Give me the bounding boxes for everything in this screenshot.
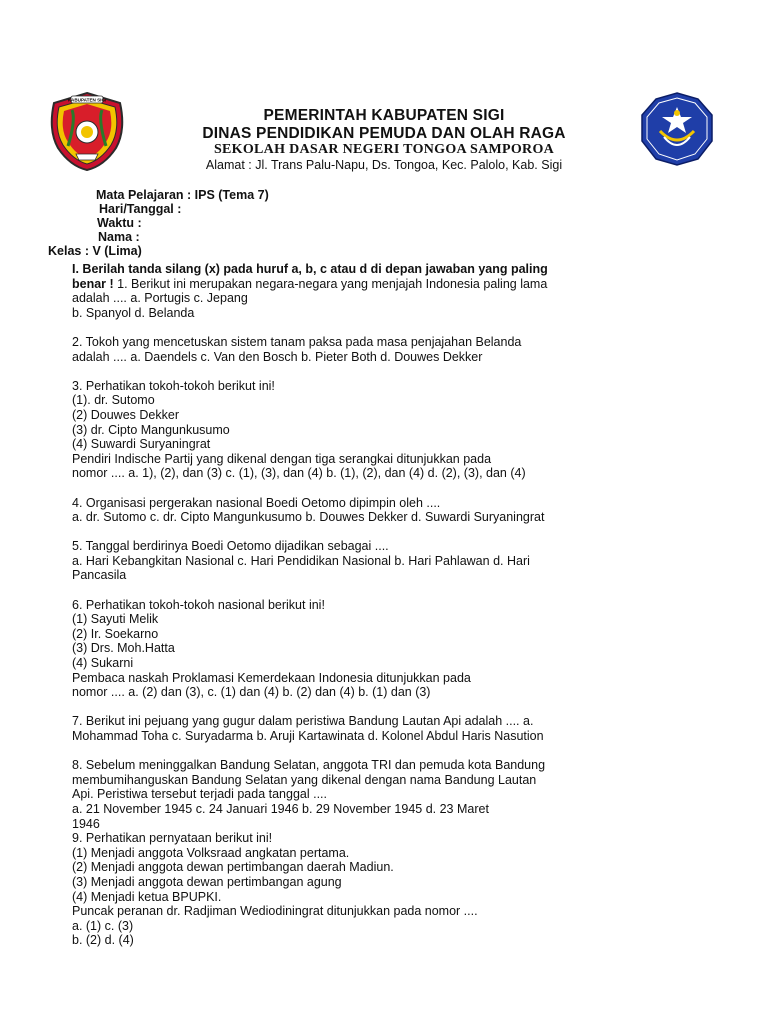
question-9-options: b. (2) d. (4): [72, 933, 134, 948]
question-6-item: (4) Sukarni: [72, 656, 134, 671]
header-address: Alamat : Jl. Trans Palu-Napu, Ds. Tongoa, Kec. Palolo, Kab. Sigi: [205, 158, 563, 172]
question-6-options: nomor .... a. (2) dan (3), c. (1) dan (4) b. (2) dan (4) b. (1) dan (3): [72, 685, 431, 700]
question-5-options: Pancasila: [72, 568, 127, 583]
header-school-name: SEKOLAH DASAR NEGERI TONGOA SAMPOROA: [213, 142, 555, 157]
question-8-line: 8. Sebelum meninggalkan Bandung Selatan, anggota TRI dan pemuda kota Bandung: [72, 758, 546, 773]
question-8-options: a. 21 November 1945 c. 24 Januari 1946 b. 29 November 1945 d. 23 Maret: [72, 801, 489, 816]
question-9-line: 9. Perhatikan pernyataan berikut ini!: [72, 831, 273, 846]
question-6-line: 6. Perhatikan tokoh-tokoh nasional berikut ini!: [72, 597, 325, 612]
instruction-end: benar !: [72, 276, 118, 291]
question-8-options: 1946: [72, 816, 100, 831]
question-3-item: (2) Douwes Dekker: [72, 407, 179, 422]
question-5-options: a. Hari Kebangkitan Nasional c. Hari Pendidikan Nasional b. Hari Pahlawan d. Hari: [72, 553, 530, 568]
question-7-line: 7. Berikut ini pejuang yang gugur dalam peristiwa Bandung Lautan Api adalah .... a.: [72, 714, 534, 729]
question-4-line: 4. Organisasi pergerakan nasional Boedi Oetomo dipimpin oleh ....: [72, 495, 441, 510]
question-4-options: a. dr. Sutomo c. dr. Cipto Mangunkusumo b. Douwes Dekker d. Suwardi Suryaningrat: [72, 510, 545, 525]
question-6-item: (3) Drs. Moh.Hatta: [72, 641, 175, 656]
question-3-options: nomor .... a. 1), (2), dan (3) c. (1), (3), dan (4) b. (1), (2), dan (4) d. (2), (3), dan (4): [72, 466, 526, 481]
question-9-item: (1) Menjadi anggota Volksraad angkatan pertama.: [72, 845, 350, 860]
question-3-item: (3) dr. Cipto Mangunkusumo: [72, 422, 230, 437]
header-department: DINAS PENDIDIKAN PEMUDA DAN OLAH RAGA: [202, 125, 566, 142]
header-government: PEMERINTAH KABUPATEN SIGI: [263, 107, 505, 124]
question-9-item: (2) Menjadi anggota dewan pertimbangan daerah Madiun.: [72, 860, 394, 875]
question-8-line: Api. Peristiwa tersebut terjadi pada tanggal ....: [72, 787, 328, 802]
question-8-line: membumihanguskan Bandung Selatan yang dikenal dengan nama Bandung Lautan: [72, 772, 537, 787]
meta-class: Kelas : V (Lima): [48, 244, 142, 258]
meta-name: Nama :: [98, 230, 140, 244]
question-5-line: 5. Tanggal berdirinya Boedi Oetomo dijadikan sebagai ....: [72, 539, 389, 554]
question-3-line: Pendiri Indische Partij yang dikenal dengan tiga serangkai ditunjukkan pada: [72, 451, 492, 466]
kabupaten-sigi-logo: [46, 90, 128, 172]
question-1-line: [72, 277, 612, 292]
question-9-line: Puncak peranan dr. Radjiman Wediodiningrat ditunjukkan pada nomor ....: [72, 904, 478, 919]
svg-text:KABUPATEN SIGI: KABUPATEN SIGI: [67, 97, 107, 103]
question-1-options: b. Spanyol d. Belanda: [72, 305, 195, 320]
question-2-line: 2. Tokoh yang mencetuskan sistem tanam paksa pada masa penjajahan Belanda: [72, 334, 522, 349]
question-7-options: Mohammad Toha c. Suryadarma b. Aruji Kartawinata d. Kolonel Abdul Haris Nasution: [72, 729, 544, 743]
question-9-item: (3) Menjadi anggota dewan pertimbangan agung: [72, 874, 342, 889]
question-3-line: 3. Perhatikan tokoh-tokoh berikut ini!: [72, 378, 275, 393]
questions-section: [72, 262, 612, 948]
question-6-item: (1) Sayuti Melik: [72, 612, 159, 627]
question-3-item: (4) Suwardi Suryaningrat: [72, 437, 211, 452]
meta-time: Waktu :: [97, 216, 142, 230]
question-9-options: a. (1) c. (3): [72, 918, 134, 933]
question-1-line: adalah .... a. Portugis c. Jepang: [72, 291, 248, 306]
meta-subject: Mata Pelajaran : IPS (Tema 7): [96, 188, 269, 202]
question-3-item: (1). dr. Sutomo: [72, 393, 155, 408]
meta-day-date: Hari/Tanggal :: [99, 202, 182, 216]
tut-wuri-handayani-logo: [638, 91, 716, 167]
question-1-text: 1. Berikut ini merupakan negara-negara yang menjajah Indonesia paling lama: [117, 276, 548, 291]
question-6-item: (2) Ir. Soekarno: [72, 626, 159, 641]
question-6-line: Pembaca naskah Proklamasi Kemerdekaan Indonesia ditunjukkan pada: [72, 670, 471, 685]
question-2-options: adalah .... a. Daendels c. Van den Bosch b. Pieter Both d. Douwes Dekker: [72, 349, 483, 364]
question-9-item: (4) Menjadi ketua BPUPKI.: [72, 889, 222, 904]
instruction-line: I. Berilah tanda silang (x) pada huruf a, b, c atau d di depan jawaban yang paling: [72, 262, 548, 276]
